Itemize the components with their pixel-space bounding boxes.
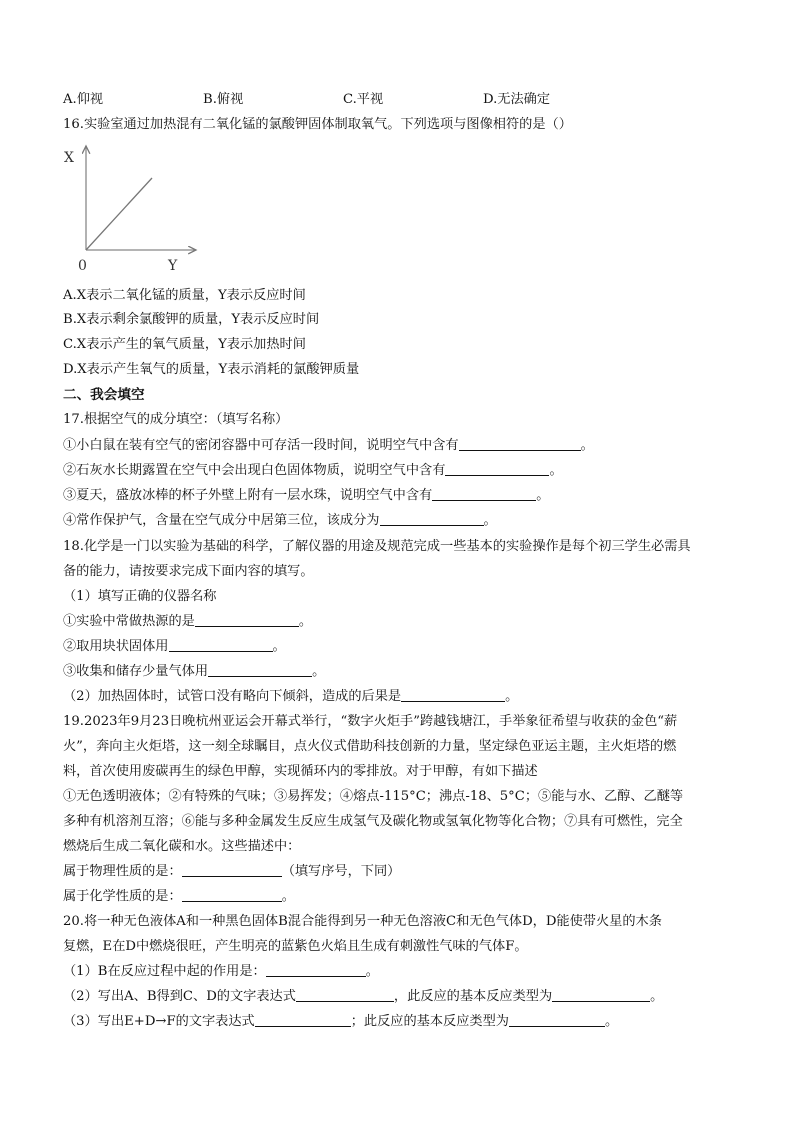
q16-graph xyxy=(60,142,200,277)
answer-blank[interactable] xyxy=(296,989,394,1002)
q18-item-1: ①实验中常做热源的是 。 xyxy=(63,614,313,629)
q19-line-4: ①无色透明液体；②有特殊的气味；③易挥发；④熔点-115°C；沸点-18、5°C；⑤能与水、乙醇、乙醚等 xyxy=(63,789,684,804)
answer-blank[interactable] xyxy=(509,1014,605,1027)
q16-y-axis-label: X xyxy=(64,150,74,166)
q18-stem-line-1: 18.化学是一门以实验为基础的科学，了解仪器的用途及规范完成一些基本的实验操作是每个初三学生必需具 xyxy=(63,539,691,554)
q15-option-d: D.无法确定 xyxy=(483,92,551,107)
answer-blank[interactable] xyxy=(195,614,299,627)
q16-line xyxy=(86,178,152,250)
q18-item-3: ③收集和储存少量气体用 。 xyxy=(63,664,326,679)
q16-stem: 16.实验室通过加热混有二氧化锰的氯酸钾固体制取氧气。下列选项与图像相符的是（） xyxy=(63,117,572,132)
q20-part-2: （2）写出A、B得到C、D的文字表达式 ，此反应的基本反应类型为 。 xyxy=(63,989,664,1004)
q17-item-2: ②石灰水长期露置在空气中会出现白色固体物质，说明空气中含有 。 xyxy=(63,463,563,478)
answer-blank[interactable] xyxy=(255,1014,351,1027)
q17-item-1: ①小白鼠在装有空气的密闭容器中可存活一段时间，说明空气中含有 。 xyxy=(63,438,594,453)
answer-blank[interactable] xyxy=(182,864,282,877)
q16-option-d: D.X表示产生氧气的质量，Y表示消耗的氯酸钾质量 xyxy=(63,362,360,377)
q18-stem-line-2: 备的能力，请按要求完成下面内容的填写。 xyxy=(63,564,314,579)
q17-item-4: ④常作保护气，含量在空气成分中居第三位，该成分为 。 xyxy=(63,513,497,528)
answer-blank[interactable] xyxy=(432,488,536,501)
q19-line-1: 19.2023年9月23日晚杭州亚运会开幕式举行，“数字火炬手”跨越钱塘江，手举象征希望与收获的金色“薪 xyxy=(63,714,678,729)
q19-line-5: 多种有机溶剂互溶；⑥能与多种金属发生反应生成氢气及碳化物或氢氧化物等化合物；⑦具有可燃性，完全 xyxy=(63,814,683,829)
q18-part-1-title: （1）填写正确的仪器名称 xyxy=(63,589,217,604)
q15-option-a: A.仰视 xyxy=(63,92,104,107)
q16-option-c: C.X表示产生的氧气质量，Y表示加热时间 xyxy=(63,337,306,352)
answer-blank[interactable] xyxy=(552,989,650,1002)
q15-option-b: B.俯视 xyxy=(203,92,244,107)
section-title: 二、我会填空 xyxy=(63,387,145,403)
q15-option-c: C.平视 xyxy=(343,92,384,107)
q16-origin-label: 0 xyxy=(78,258,87,274)
answer-blank[interactable] xyxy=(266,964,366,977)
answer-blank[interactable] xyxy=(459,438,581,451)
q20-part-3: （3）写出E+D→F的文字表达式 ；此反应的基本反应类型为 。 xyxy=(63,1014,619,1029)
q20-part-1: （1）B在反应过程中起的作用是： 。 xyxy=(63,964,379,979)
q20-line-1: 20.将一种无色液体A和一种黑色固体B混合能得到另一种无色溶液C和无色气体D，D能使带火星的木条 xyxy=(63,914,662,929)
q19-physical: 属于物理性质的是： （填写序号，下同） xyxy=(63,864,401,879)
answer-blank[interactable] xyxy=(401,689,505,702)
q16-option-b: B.X表示剩余氯酸钾的质量，Y表示反应时间 xyxy=(63,312,320,327)
q17-stem: 17.根据空气的成分填空：（填写名称） xyxy=(63,412,289,427)
q16-option-a: A.X表示二氧化锰的质量，Y表示反应时间 xyxy=(63,288,306,303)
answer-blank[interactable] xyxy=(169,639,273,652)
q19-line-2: 火”，奔向主火炬塔，这一刻全球瞩目，点火仪式借助科技创新的力量，坚定绿色亚运主题，主火炬塔的燃 xyxy=(63,739,677,754)
q19-line-6: 燃烧后生成二氧化碳和水。这些描述中： xyxy=(63,839,301,854)
q20-line-2: 复燃，E在D中燃烧很旺，产生明亮的蓝紫色火焰且生成有刺激性气味的气体F。 xyxy=(63,939,528,954)
q18-part-2: （2）加热固体时，试管口没有略向下倾斜，造成的后果是 。 xyxy=(63,689,519,704)
q19-line-3: 料，首次使用废碳再生的绿色甲醇，实现循环内的零排放。对于甲醇，有如下描述 xyxy=(63,764,538,779)
q17-item-3: ③夏天，盛放冰棒的杯子外壁上附有一层水珠，说明空气中含有 。 xyxy=(63,488,550,503)
q19-chemical: 属于化学性质的是： 。 xyxy=(63,889,295,904)
q18-item-2: ②取用块状固体用 。 xyxy=(63,639,286,654)
q16-x-axis-label: Y xyxy=(168,258,178,274)
answer-blank[interactable] xyxy=(445,463,549,476)
answer-blank[interactable] xyxy=(208,664,312,677)
answer-blank[interactable] xyxy=(380,513,484,526)
answer-blank[interactable] xyxy=(182,889,282,902)
